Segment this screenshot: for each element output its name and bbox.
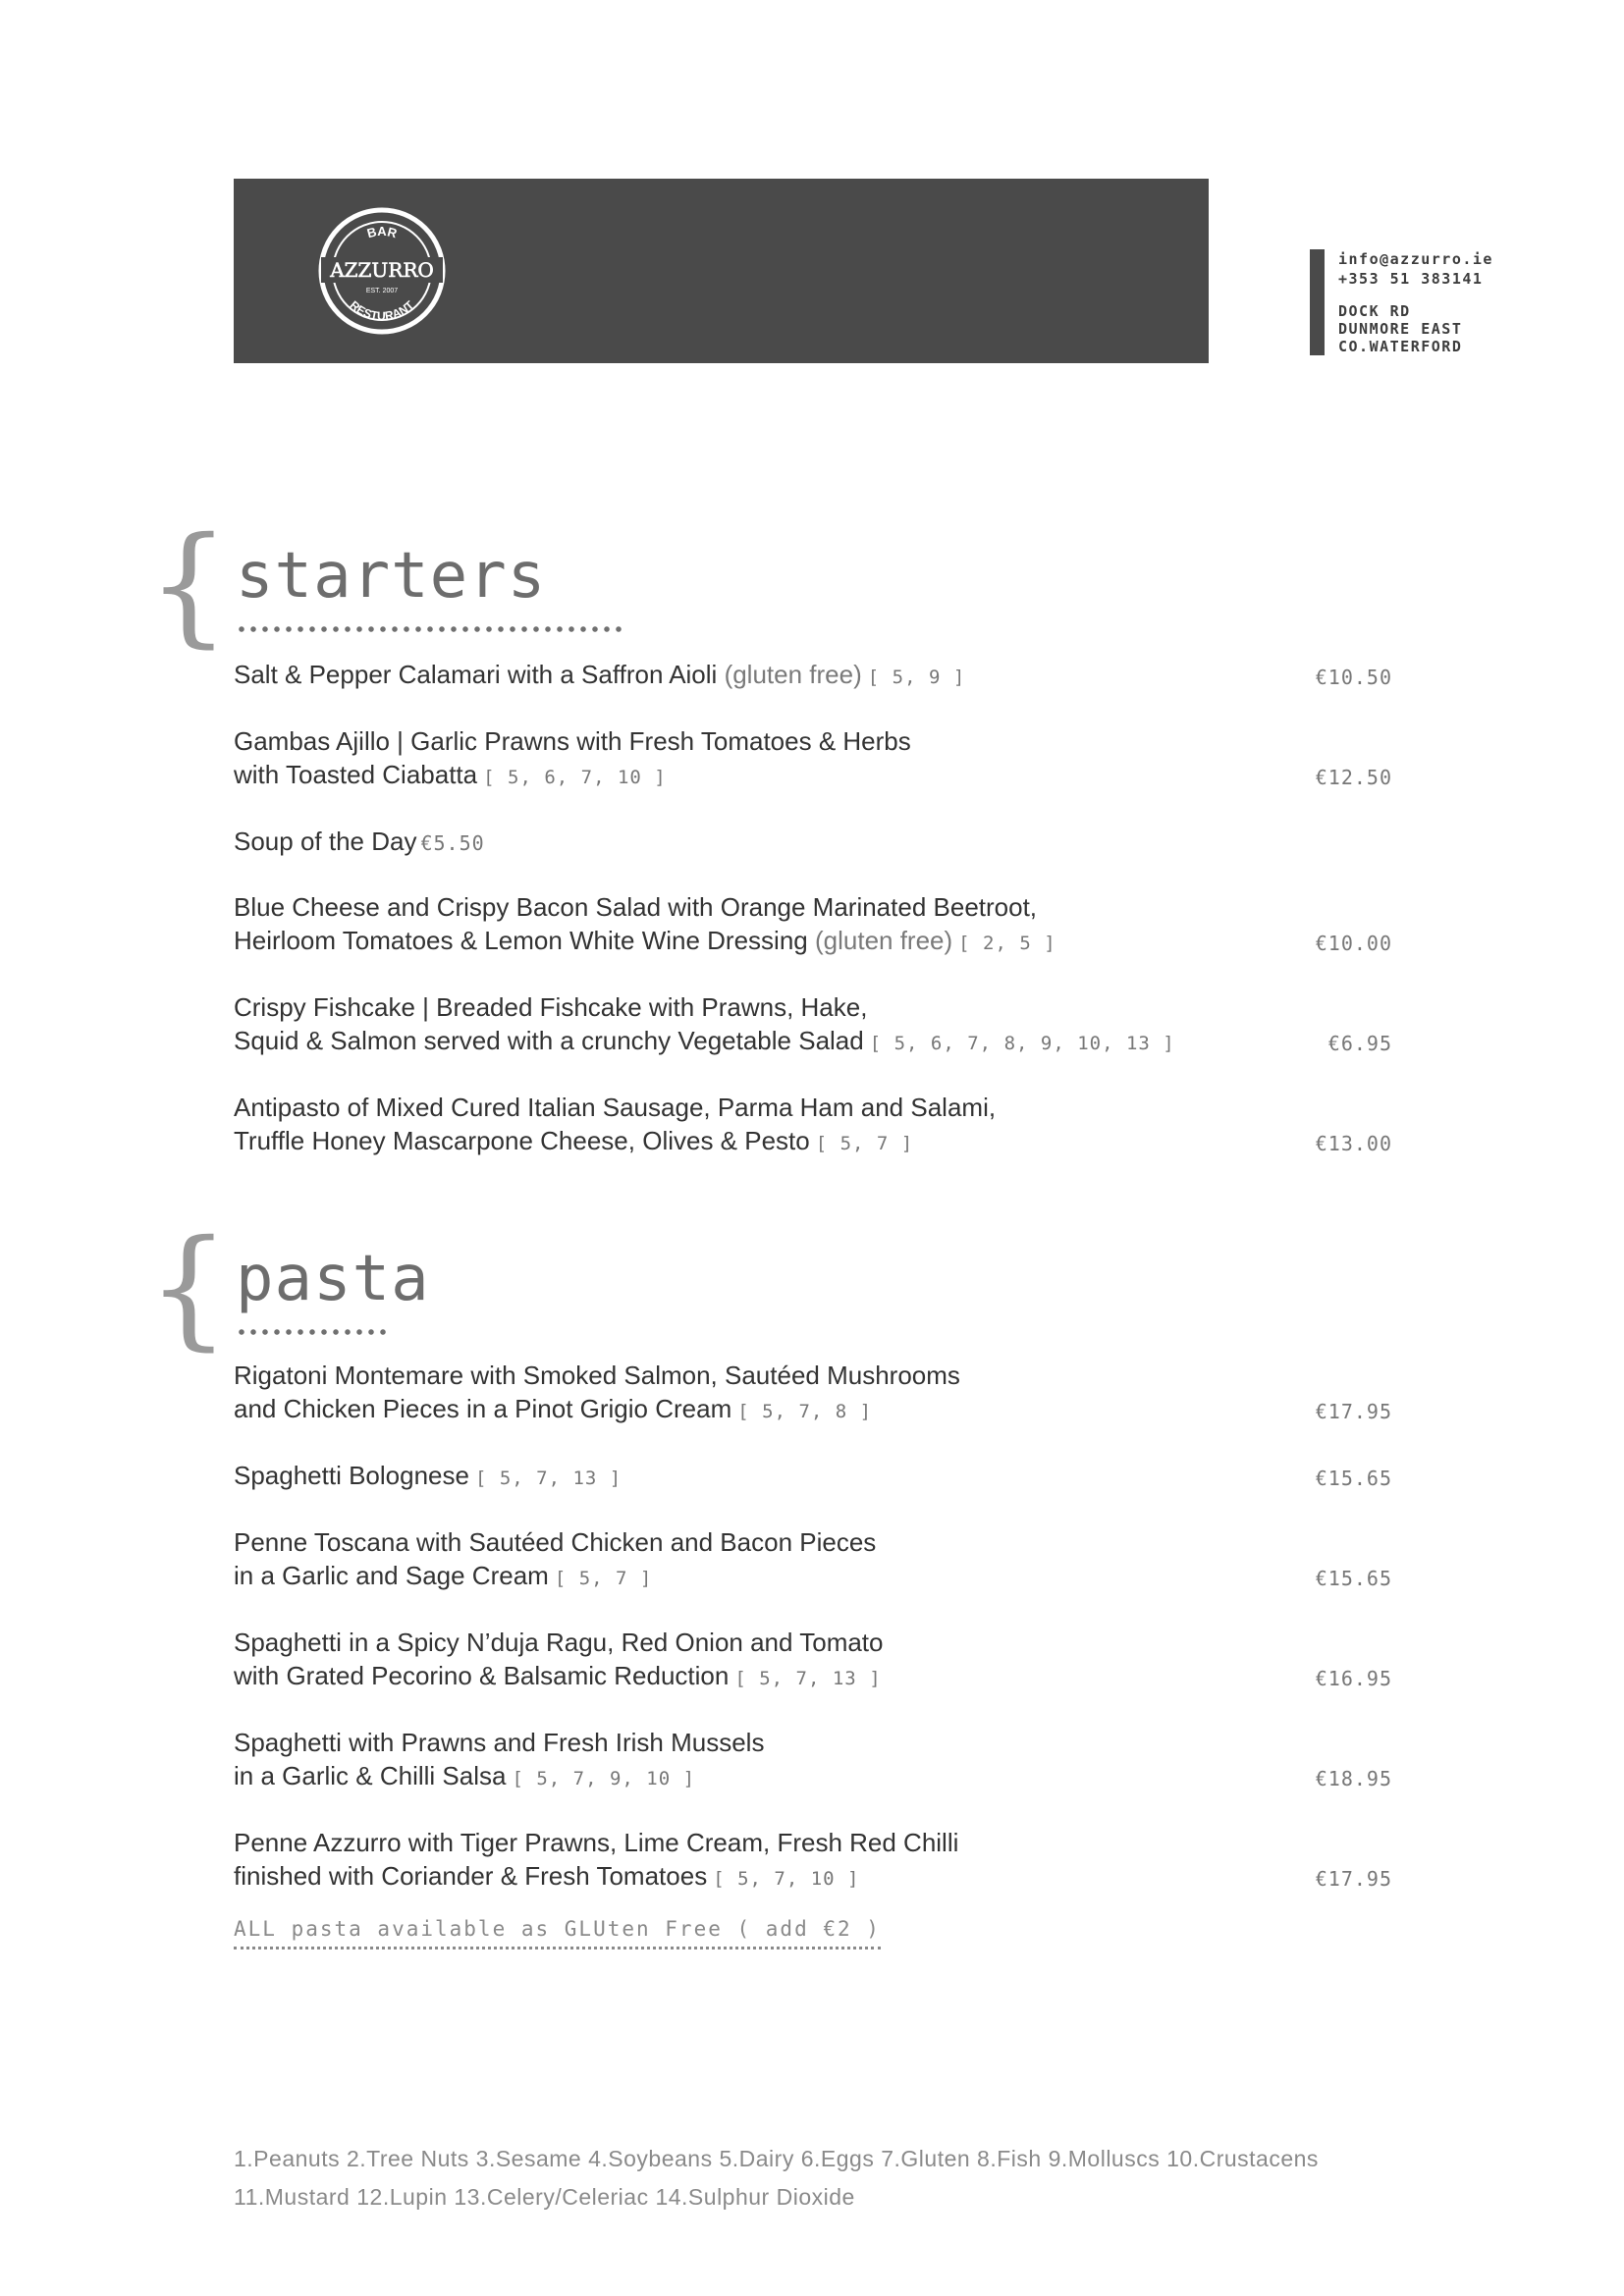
menu-item-text: Gambas Ajillo | Garlic Prawns with Fresh Tomatoes & Herbs (234, 726, 911, 756)
menu-item-description (234, 724, 1216, 794)
menu-item-line (234, 825, 1216, 860)
menu-item-description (234, 1359, 1216, 1428)
menu-item-description (234, 1525, 1216, 1595)
menu-item-price: €10.00 (1315, 932, 1392, 955)
allergen-codes: [ 5, 7, 13 ] (734, 1668, 882, 1689)
menu-item-line (234, 1459, 1216, 1495)
menu-item-text: Soup of the Day (234, 827, 417, 856)
allergen-codes: [ 5, 7 ] (815, 1133, 914, 1154)
menu-item-line (234, 990, 1216, 1024)
menu-item-price: €15.65 (1315, 1567, 1392, 1590)
menu-item (234, 1826, 1392, 1896)
menu-item-line (234, 1091, 1216, 1124)
menu-item-text: Rigatoni Montemare with Smoked Salmon, Sautéed Mushrooms (234, 1361, 960, 1390)
allergen-key-line: 1.Peanuts 2.Tree Nuts 3.Sesame 4.Soybeans 5.Dairy 6.Eggs 7.Gluten 8.Fish 9.Molluscs 10.Crustacens (234, 2146, 1319, 2171)
menu-item-line (234, 1559, 1216, 1595)
menu-item (234, 990, 1392, 1060)
menu-item-text: in a Garlic & Chilli Salsa (234, 1761, 507, 1790)
menu-item-price: €16.95 (1315, 1667, 1392, 1690)
header-band (234, 179, 1209, 363)
allergen-codes: [ 5, 7, 13 ] (474, 1468, 623, 1489)
menu-item (234, 658, 1392, 694)
title-dotted-underline (236, 626, 624, 632)
menu-item-description (234, 990, 1216, 1060)
menu-item-line (234, 1359, 1216, 1392)
logo-name: AZZURRO (330, 258, 434, 282)
menu-item-line (234, 1759, 1216, 1795)
menu-item-line (234, 1726, 1216, 1759)
menu-item-price: €13.00 (1315, 1132, 1392, 1155)
menu-item-description (234, 1826, 1216, 1896)
menu-item-line (234, 1392, 1216, 1428)
menu-item-text: Squid & Salmon served with a crunchy Vegetable Salad (234, 1026, 864, 1055)
menu-item-description (234, 825, 1216, 860)
menu-item-line (234, 1525, 1216, 1559)
svg-text:BAR (365, 224, 399, 240)
menu-item (234, 1626, 1392, 1695)
menu-item-text: with Grated Pecorino & Balsamic Reduction (234, 1661, 730, 1690)
allergen-codes: [ 5, 7 ] (554, 1568, 653, 1589)
allergen-codes: [ 5, 7, 8 ] (737, 1401, 873, 1422)
pasta-list (234, 1359, 1392, 1926)
menu-item-line (234, 1659, 1216, 1695)
menu-item-price: €15.65 (1315, 1467, 1392, 1490)
menu-item-price: €17.95 (1315, 1400, 1392, 1423)
menu-item-price: €10.50 (1315, 666, 1392, 689)
menu-item-text: Heirloom Tomatoes & Lemon White Wine Dressing (234, 926, 808, 955)
menu-item-text: Blue Cheese and Crispy Bacon Salad with Orange Marinated Beetroot, (234, 892, 1038, 922)
menu-item (234, 1525, 1392, 1595)
menu-item-text: Spaghetti with Prawns and Fresh Irish Mussels (234, 1728, 765, 1757)
logo-est: EST. 2007 (365, 288, 399, 294)
menu-item (234, 1359, 1392, 1428)
menu-item-text: Penne Azzurro with Tiger Prawns, Lime Cream, Fresh Red Chilli (234, 1828, 959, 1857)
svg-text:RESTURANT (348, 297, 417, 323)
menu-item-text: Truffle Honey Mascarpone Cheese, Olives & Pesto (234, 1126, 810, 1155)
contact-address-line: CO.WATERFORD (1338, 338, 1463, 355)
logo-top-text: BAR (365, 224, 399, 241)
menu-item-price: €18.95 (1315, 1767, 1392, 1790)
menu-item-description (234, 1626, 1216, 1695)
gluten-free-note: ALL pasta available as GLUten Free ( add €2 ) (234, 1917, 881, 1949)
menu-item (234, 1459, 1392, 1495)
menu-item-description (234, 1091, 1216, 1160)
menu-item-line (234, 1124, 1216, 1160)
gluten-free-tag: (gluten free) (814, 926, 953, 955)
menu-item-text: Salt & Pepper Calamari with a Saffron Aioli (234, 660, 718, 689)
gluten-free-tag: (gluten free) (724, 660, 862, 689)
contact-address-line: DUNMORE EAST (1338, 320, 1463, 338)
menu-item-line (234, 1826, 1216, 1859)
menu-item-text: with Toasted Ciabatta (234, 760, 478, 789)
pasta-title: pasta (236, 1243, 430, 1315)
menu-item-description (234, 1726, 1216, 1795)
menu-item-text: Spaghetti Bolognese (234, 1461, 469, 1490)
allergen-codes: [ 5, 9 ] (867, 667, 966, 688)
menu-item-text: Penne Toscana with Sautéed Chicken and Bacon Pieces (234, 1527, 877, 1557)
allergen-key-line: 11.Mustard 12.Lupin 13.Celery/Celeriac 14.Sulphur Dioxide (234, 2184, 855, 2210)
allergen-codes: [ 5, 7, 9, 10 ] (512, 1768, 696, 1789)
menu-item-line (234, 724, 1216, 758)
menu-item-text: Crispy Fishcake | Breaded Fishcake with Prawns, Hake, (234, 992, 868, 1022)
menu-item-line (234, 758, 1216, 794)
allergen-codes: [ 2, 5 ] (958, 933, 1056, 954)
contact-block (1310, 249, 1535, 355)
menu-item-line (234, 890, 1216, 924)
menu-item-text: Antipasto of Mixed Cured Italian Sausage, Parma Ham and Salami, (234, 1093, 997, 1122)
azzurro-logo (317, 206, 447, 336)
menu-item-line (234, 658, 1216, 694)
allergen-codes: [ 5, 6, 7, 10 ] (483, 767, 667, 788)
brace-decoration: { (147, 1212, 230, 1363)
contact-address-line: DOCK RD (1338, 302, 1411, 320)
menu-item-price: €6.95 (1327, 1032, 1392, 1055)
menu-item (234, 1091, 1392, 1160)
allergen-key (234, 2140, 1412, 2216)
logo-bottom-text: RESTURANT (347, 297, 417, 324)
contact-email[interactable]: info@azzurro.ie (1338, 250, 1493, 268)
menu-item (234, 890, 1392, 960)
menu-item-price: €5.50 (420, 831, 485, 855)
menu-item-text: finished with Coriander & Fresh Tomatoes (234, 1861, 708, 1891)
menu-item-text: in a Garlic and Sage Cream (234, 1561, 549, 1590)
menu-item-description (234, 658, 1216, 694)
menu-item (234, 724, 1392, 794)
brace-decoration: { (147, 509, 230, 661)
starters-title: starters (236, 540, 547, 613)
menu-item-description (234, 890, 1216, 960)
starters-list (234, 658, 1392, 1191)
menu-item (234, 825, 1392, 860)
menu-item-price: €12.50 (1315, 766, 1392, 789)
title-dotted-underline (236, 1329, 389, 1335)
allergen-codes: [ 5, 7, 10 ] (713, 1868, 860, 1890)
menu-item-text: and Chicken Pieces in a Pinot Grigio Cream (234, 1394, 732, 1423)
menu-item-line (234, 1024, 1216, 1060)
menu-item-price: €17.95 (1315, 1867, 1392, 1891)
menu-item (234, 1726, 1392, 1795)
menu-item-text: Spaghetti in a Spicy N’duja Ragu, Red Onion and Tomato (234, 1628, 884, 1657)
allergen-codes: [ 5, 6, 7, 8, 9, 10, 13 ] (869, 1033, 1175, 1054)
menu-item-line (234, 1859, 1216, 1896)
menu-item-description (234, 1459, 1216, 1495)
menu-item-line (234, 924, 1216, 960)
contact-phone[interactable]: +353 51 383141 (1338, 270, 1484, 288)
menu-item-line (234, 1626, 1216, 1659)
